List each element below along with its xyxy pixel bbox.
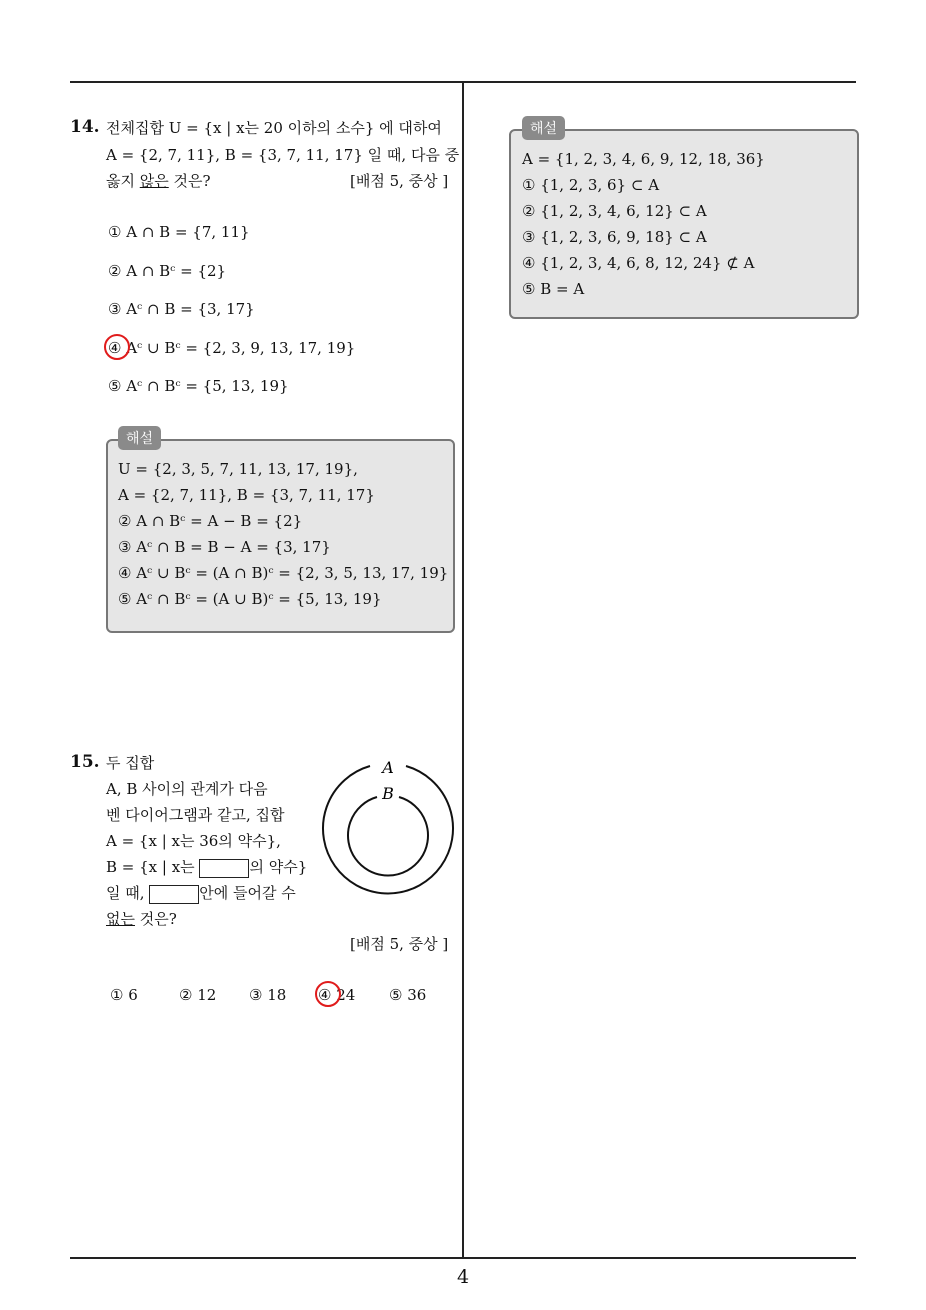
- q14-stem-line-2: A = {2, 7, 11}, B = {3, 7, 11, 17} 일 때, 다음 중: [106, 146, 460, 164]
- q14-stem-line-3: [106, 171, 211, 191]
- q14-choice-1[interactable]: ① A ∩ B = {7, 11}: [108, 223, 250, 241]
- q14-choice-4[interactable]: ④ Aᶜ ∪ Bᶜ = {2, 3, 9, 13, 17, 19}: [108, 339, 356, 357]
- q15-solution-line-5: ④ {1, 2, 3, 4, 6, 8, 12, 24} ⊄ A: [522, 254, 755, 272]
- q15-solution-line-1: A = {1, 2, 3, 4, 6, 9, 12, 18, 36}: [522, 150, 765, 168]
- bottom-rule: [70, 1257, 856, 1259]
- q15-solution-line-4: ③ {1, 2, 3, 6, 9, 18} ⊂ A: [522, 228, 707, 246]
- q15-stem-line-1: 두 집합: [106, 754, 155, 772]
- q15-choice-1[interactable]: ① 6: [110, 986, 138, 1004]
- q15-stem-line-2: A, B 사이의 관계가 다음: [106, 780, 268, 798]
- q14-choice-2[interactable]: ② A ∩ Bᶜ = {2}: [108, 262, 227, 280]
- q14-solution-line-4: ③ Aᶜ ∩ B = B − A = {3, 17}: [118, 538, 331, 556]
- q14-stem-underlined: 않은: [139, 172, 169, 190]
- venn-label-b: B: [382, 784, 394, 803]
- venn-label-a: A: [382, 760, 394, 777]
- q14-solution-line-1: U = {2, 3, 5, 7, 11, 13, 17, 19},: [118, 460, 358, 478]
- q15-stem-line-6: [106, 883, 296, 904]
- q15-stem-line-4: A = {x | x는 36의 약수},: [106, 832, 281, 850]
- q14-solution-line-3: ② A ∩ Bᶜ = A − B = {2}: [118, 512, 303, 530]
- q14-stem-line-1: 전체집합 U = {x | x는 20 이하의 소수} 에 대하여: [106, 119, 442, 137]
- venn-inner-circle: [348, 797, 428, 875]
- q14-stem-prefix: 옳지: [106, 172, 140, 190]
- q15-stem-last-suffix: 것은?: [134, 910, 177, 928]
- q14-stem-suffix: 것은?: [168, 172, 211, 190]
- q15-b-suffix: 의 약수}: [249, 858, 308, 876]
- q15-score: [배점 5, 중상 ]: [350, 935, 449, 953]
- q15-blank-suffix: 안에 들어갈 수: [199, 884, 296, 902]
- q15-solution-tag: 해설: [522, 116, 565, 140]
- q15-stem-line-5: [106, 857, 307, 878]
- q14-solution-line-5: ④ Aᶜ ∪ Bᶜ = (A ∩ B)ᶜ = {2, 3, 5, 13, 17, 19}: [118, 564, 449, 582]
- q14-solution-tag: 해설: [118, 426, 161, 450]
- q15-stem-line-3: 벤 다이어그램과 같고, 집합: [106, 806, 285, 824]
- column-divider: [462, 83, 464, 1259]
- q14-score: [배점 5, 중상 ]: [350, 172, 449, 190]
- q15-b-prefix: B = {x | x는: [106, 858, 200, 876]
- page-number: 4: [456, 1266, 470, 1288]
- q14-number: 14.: [70, 117, 100, 137]
- q15-choice-5[interactable]: ⑤ 36: [389, 986, 427, 1004]
- q15-solution-line-3: ② {1, 2, 3, 4, 6, 12} ⊂ A: [522, 202, 707, 220]
- q15-blank-box: [199, 859, 249, 878]
- q15-answer-mark: [315, 981, 341, 1007]
- q15-stem-underlined: 없는: [106, 910, 135, 928]
- q14-solution-line-2: A = {2, 7, 11}, B = {3, 7, 11, 17}: [118, 486, 375, 504]
- q15-blank-box-2: [149, 885, 199, 904]
- q15-stem-line-7: [106, 909, 177, 929]
- q15-choice-4[interactable]: ④ 24: [318, 986, 356, 1004]
- q15-choice-3[interactable]: ③ 18: [249, 986, 287, 1004]
- q14-choice-3[interactable]: ③ Aᶜ ∩ B = {3, 17}: [108, 300, 255, 318]
- q15-solution-line-6: ⑤ B = A: [522, 280, 585, 298]
- q15-choice-2[interactable]: ② 12: [179, 986, 217, 1004]
- q14-answer-mark: [104, 334, 130, 360]
- venn-diagram: [318, 760, 458, 900]
- q14-solution-line-6: ⑤ Aᶜ ∩ Bᶜ = (A ∪ B)ᶜ = {5, 13, 19}: [118, 590, 382, 608]
- q14-choice-5[interactable]: ⑤ Aᶜ ∩ Bᶜ = {5, 13, 19}: [108, 377, 289, 395]
- q15-blank-prefix: 일 때,: [106, 884, 150, 902]
- q15-solution-line-2: ① {1, 2, 3, 6} ⊂ A: [522, 176, 660, 194]
- q15-number: 15.: [70, 752, 100, 772]
